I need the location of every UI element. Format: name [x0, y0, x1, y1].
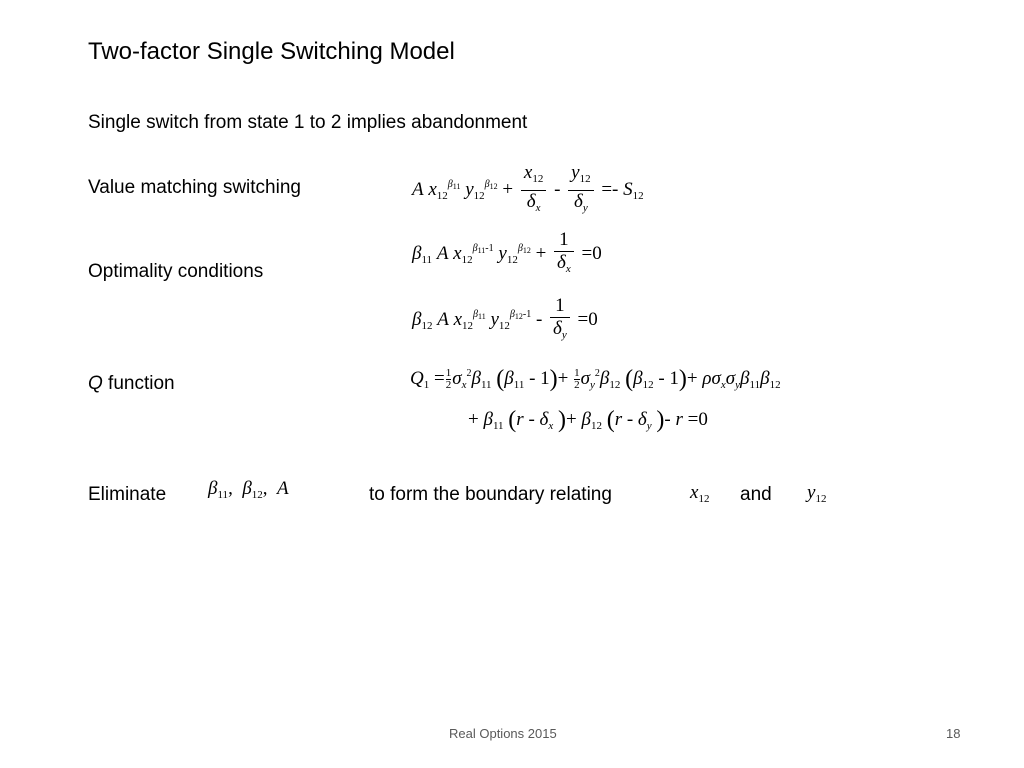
eliminate-variables: $\beta_{11}$, $\beta_{12}$, A — [208, 478, 289, 501]
footer-center-text: Real Options 2015 — [449, 726, 557, 741]
slide-subtitle: Single switch from state 1 to 2 implies abandonment — [88, 112, 528, 133]
x12-symbol: $x_{12}$ — [690, 482, 710, 505]
boundary-text: to form the boundary relating — [369, 484, 612, 505]
slide-title: Two-factor Single Switching Model — [88, 38, 455, 65]
optimality-label: Optimality conditions — [88, 261, 264, 282]
value-matching-label: Value matching switching — [88, 177, 301, 198]
and-text: and — [740, 484, 772, 505]
optimality-equation-1: $\beta_{11}$ A $x_{12}^{\beta_{11}-1}$ $y_{12}^{\beta_{12}}$ + $\frac{1}{\delta_x}$ =0 — [412, 229, 602, 275]
q-function-equation-2: + $\beta_{11}$ ($r - \delta_x$ )+ $\beta_{12}$ ($r - \delta_y$ )- r =0 — [468, 407, 708, 433]
q-function-equation-1: $Q_1$ = $\frac{1}{2}$ $\sigma_x^2\beta_{11}$ $(\beta_{11} - 1)+$ $\frac{1}{2}$ $\sigma_y^2\beta_{12}$ $(\beta_{12} - 1)+ \rho\sigma_x\sigma_y\beta_{11}\beta_{12}$ — [410, 366, 781, 392]
eliminate-label: Eliminate — [88, 484, 167, 505]
slide-number: 18 — [946, 726, 961, 741]
q-function-label: Q function — [88, 373, 175, 394]
optimality-equation-2: $\beta_{12}$ A $x_{12}^{\beta_{11}}$ $y_{12}^{\beta_{12}-1}$ - $\frac{1}{\delta_y}$ =0 — [412, 295, 598, 341]
y12-symbol: $y_{12}$ — [807, 482, 827, 505]
value-matching-equation: A $x_{12}^{\beta_{11}}$ $y_{12}^{\beta_{12}}$ + $\frac{x_{12}}{\delta_x}$ - $\frac{y_{12}}{\delta_y}$ =- $S_{12}$ — [412, 162, 644, 214]
